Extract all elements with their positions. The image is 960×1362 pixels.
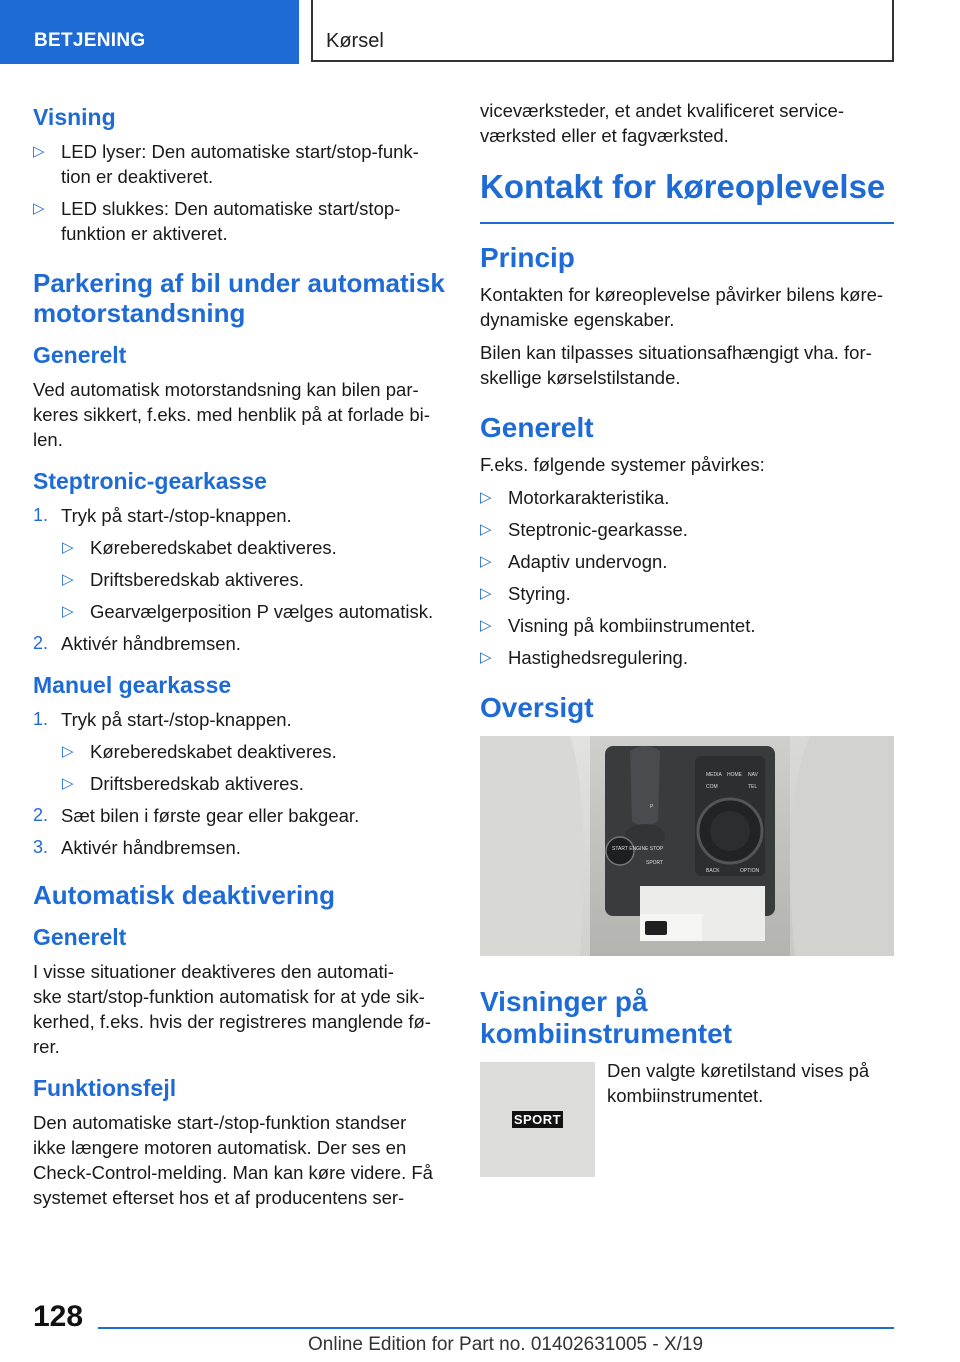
heading-kontakt-koreoplevelse: Kontakt for køreoplevelse xyxy=(480,168,894,224)
section-label: BETJENING xyxy=(34,30,146,51)
list-item: ▷ Driftsberedskab aktiveres. xyxy=(62,569,304,590)
footer-divider xyxy=(98,1327,894,1329)
heading-generelt: Generelt xyxy=(33,342,127,368)
heading-visning: Visning xyxy=(33,104,116,130)
heading-oversigt: Oversigt xyxy=(480,692,594,723)
paragraph: Kontakten for køreoplevelse påvirker bilens køre- dynamiske egenskaber. xyxy=(480,284,884,330)
paragraph: viceværksteder, et andet kvalificeret service- værksted eller et fagværksted. xyxy=(480,100,844,146)
bullet-icon: ▷ xyxy=(480,649,492,666)
instrument-display xyxy=(480,1062,595,1177)
com-button-label: COM xyxy=(706,784,718,790)
bullet-icon: ▷ xyxy=(480,553,492,570)
heading-visninger: Visninger på kombiinstrumentet xyxy=(480,986,733,1049)
list-item: ▷ Gearvælgerposition P vælges automatisk. xyxy=(62,601,434,622)
chapter-label: Kørsel xyxy=(326,30,384,52)
step-number: 3. xyxy=(33,837,49,857)
list-item: ▷ Adaptiv undervogn. xyxy=(480,551,668,572)
heading-parkering: Parkering af bil under automatisk motorstandsning xyxy=(33,268,445,328)
bullet-icon: ▷ xyxy=(62,571,74,588)
right-column xyxy=(480,98,894,1182)
list-item: ▷ Styring. xyxy=(480,583,571,604)
step-item: 2. Aktivér håndbremsen. xyxy=(33,633,241,654)
start-stop-button-label: START ENGINE STOP xyxy=(612,846,664,852)
heading-funktionsfejl: Funktionsfejl xyxy=(33,1075,177,1101)
list-item: ▷ LED lyser: Den automatiske start/stop-funk- tion er deaktiveret. xyxy=(33,141,419,187)
paragraph: Den automatiske start-/stop-funktion standser ikke længere motoren automatisk. Der ses en Check-Control-melding. Man kan køre videre. Få systemet efterset hos et af producentens ser- xyxy=(33,1112,433,1208)
heading-manuel: Manuel gearkasse xyxy=(33,672,232,698)
home-button-label: HOME xyxy=(727,772,742,778)
heading-generelt: Generelt xyxy=(480,412,594,443)
tel-button-label: TEL xyxy=(748,784,758,790)
heading-princip: Princip xyxy=(480,242,575,273)
step-item: 2. Sæt bilen i første gear eller bakgear. xyxy=(33,805,360,826)
heading-automatisk-deaktivering: Automatisk deaktivering xyxy=(33,880,335,910)
bullet-icon: ▷ xyxy=(62,743,74,760)
park-button-label: P xyxy=(650,804,654,810)
bullet-icon: ▷ xyxy=(62,603,74,620)
sport-badge: SPORT xyxy=(513,1112,562,1127)
paragraph: I visse situationer deaktiveres den automati- ske start/stop-funktion automatisk for at yde sik- kerhed, f.eks. hvis der registreres manglende fø- rer. xyxy=(33,961,431,1057)
media-button-label: MEDIA xyxy=(706,772,722,778)
list-item: ▷ Køreberedskabet deaktiveres. xyxy=(62,741,337,762)
step-number: 1. xyxy=(33,505,49,525)
list-item: ▷ Steptronic-gearkasse. xyxy=(480,519,688,540)
step-item: 1. Tryk på start-/stop-knappen. xyxy=(33,709,292,730)
step-number: 1. xyxy=(33,709,49,729)
chapter-tab xyxy=(311,0,894,62)
sport-display-row xyxy=(480,1062,894,1182)
section-tab xyxy=(0,0,299,64)
option-button-label: OPTION xyxy=(740,868,760,874)
bullet-icon: ▷ xyxy=(480,489,492,506)
list-item: ▷ Motorkarakteristika. xyxy=(480,487,670,508)
list-item: ▷ Visning på kombiinstrumentet. xyxy=(480,615,756,636)
page-number: 128 xyxy=(33,1300,84,1333)
bullet-icon: ▷ xyxy=(480,617,492,634)
left-column xyxy=(33,98,447,1218)
back-button-label: BACK xyxy=(706,868,720,874)
list-item: ▷ Køreberedskabet deaktiveres. xyxy=(62,537,337,558)
heading-generelt: Generelt xyxy=(33,924,127,950)
paragraph: Den valgte køretilstand vises på kombiinstrumentet. xyxy=(607,1060,870,1106)
list-item: ▷ Driftsberedskab aktiveres. xyxy=(62,773,304,794)
step-number: 2. xyxy=(33,805,49,825)
bullet-icon: ▷ xyxy=(62,775,74,792)
heading-steptronic: Steptronic-gearkasse xyxy=(33,468,267,494)
list-item: ▷ LED slukkes: Den automatiske start/stop- funktion er aktiveret. xyxy=(33,198,401,244)
paragraph: Bilen kan tilpasses situationsafhængigt vha. for- skellige kørselstilstande. xyxy=(480,342,872,388)
paragraph: Ved automatisk motorstandsning kan bilen par- keres sikkert, f.eks. med henblik på at forlade bi- len. xyxy=(33,379,430,450)
sport-button-label: SPORT xyxy=(646,860,664,866)
bullet-icon: ▷ xyxy=(33,200,45,217)
bullet-icon: ▷ xyxy=(33,143,45,160)
bullet-icon: ▷ xyxy=(480,585,492,602)
step-item: 1. Tryk på start-/stop-knappen. xyxy=(33,505,292,526)
step-number: 2. xyxy=(33,633,49,653)
bullet-icon: ▷ xyxy=(480,521,492,538)
step-item: 3. Aktivér håndbremsen. xyxy=(33,837,241,858)
nav-button-label: NAV xyxy=(748,772,758,778)
list-item: ▷ Hastighedsregulering. xyxy=(480,647,688,668)
bullet-icon: ▷ xyxy=(62,539,74,556)
center-console-photo xyxy=(480,736,894,956)
footer-edition: Online Edition for Part no. 01402631005 - X/19 xyxy=(308,1334,704,1355)
paragraph: F.eks. følgende systemer påvirkes: xyxy=(480,454,765,475)
